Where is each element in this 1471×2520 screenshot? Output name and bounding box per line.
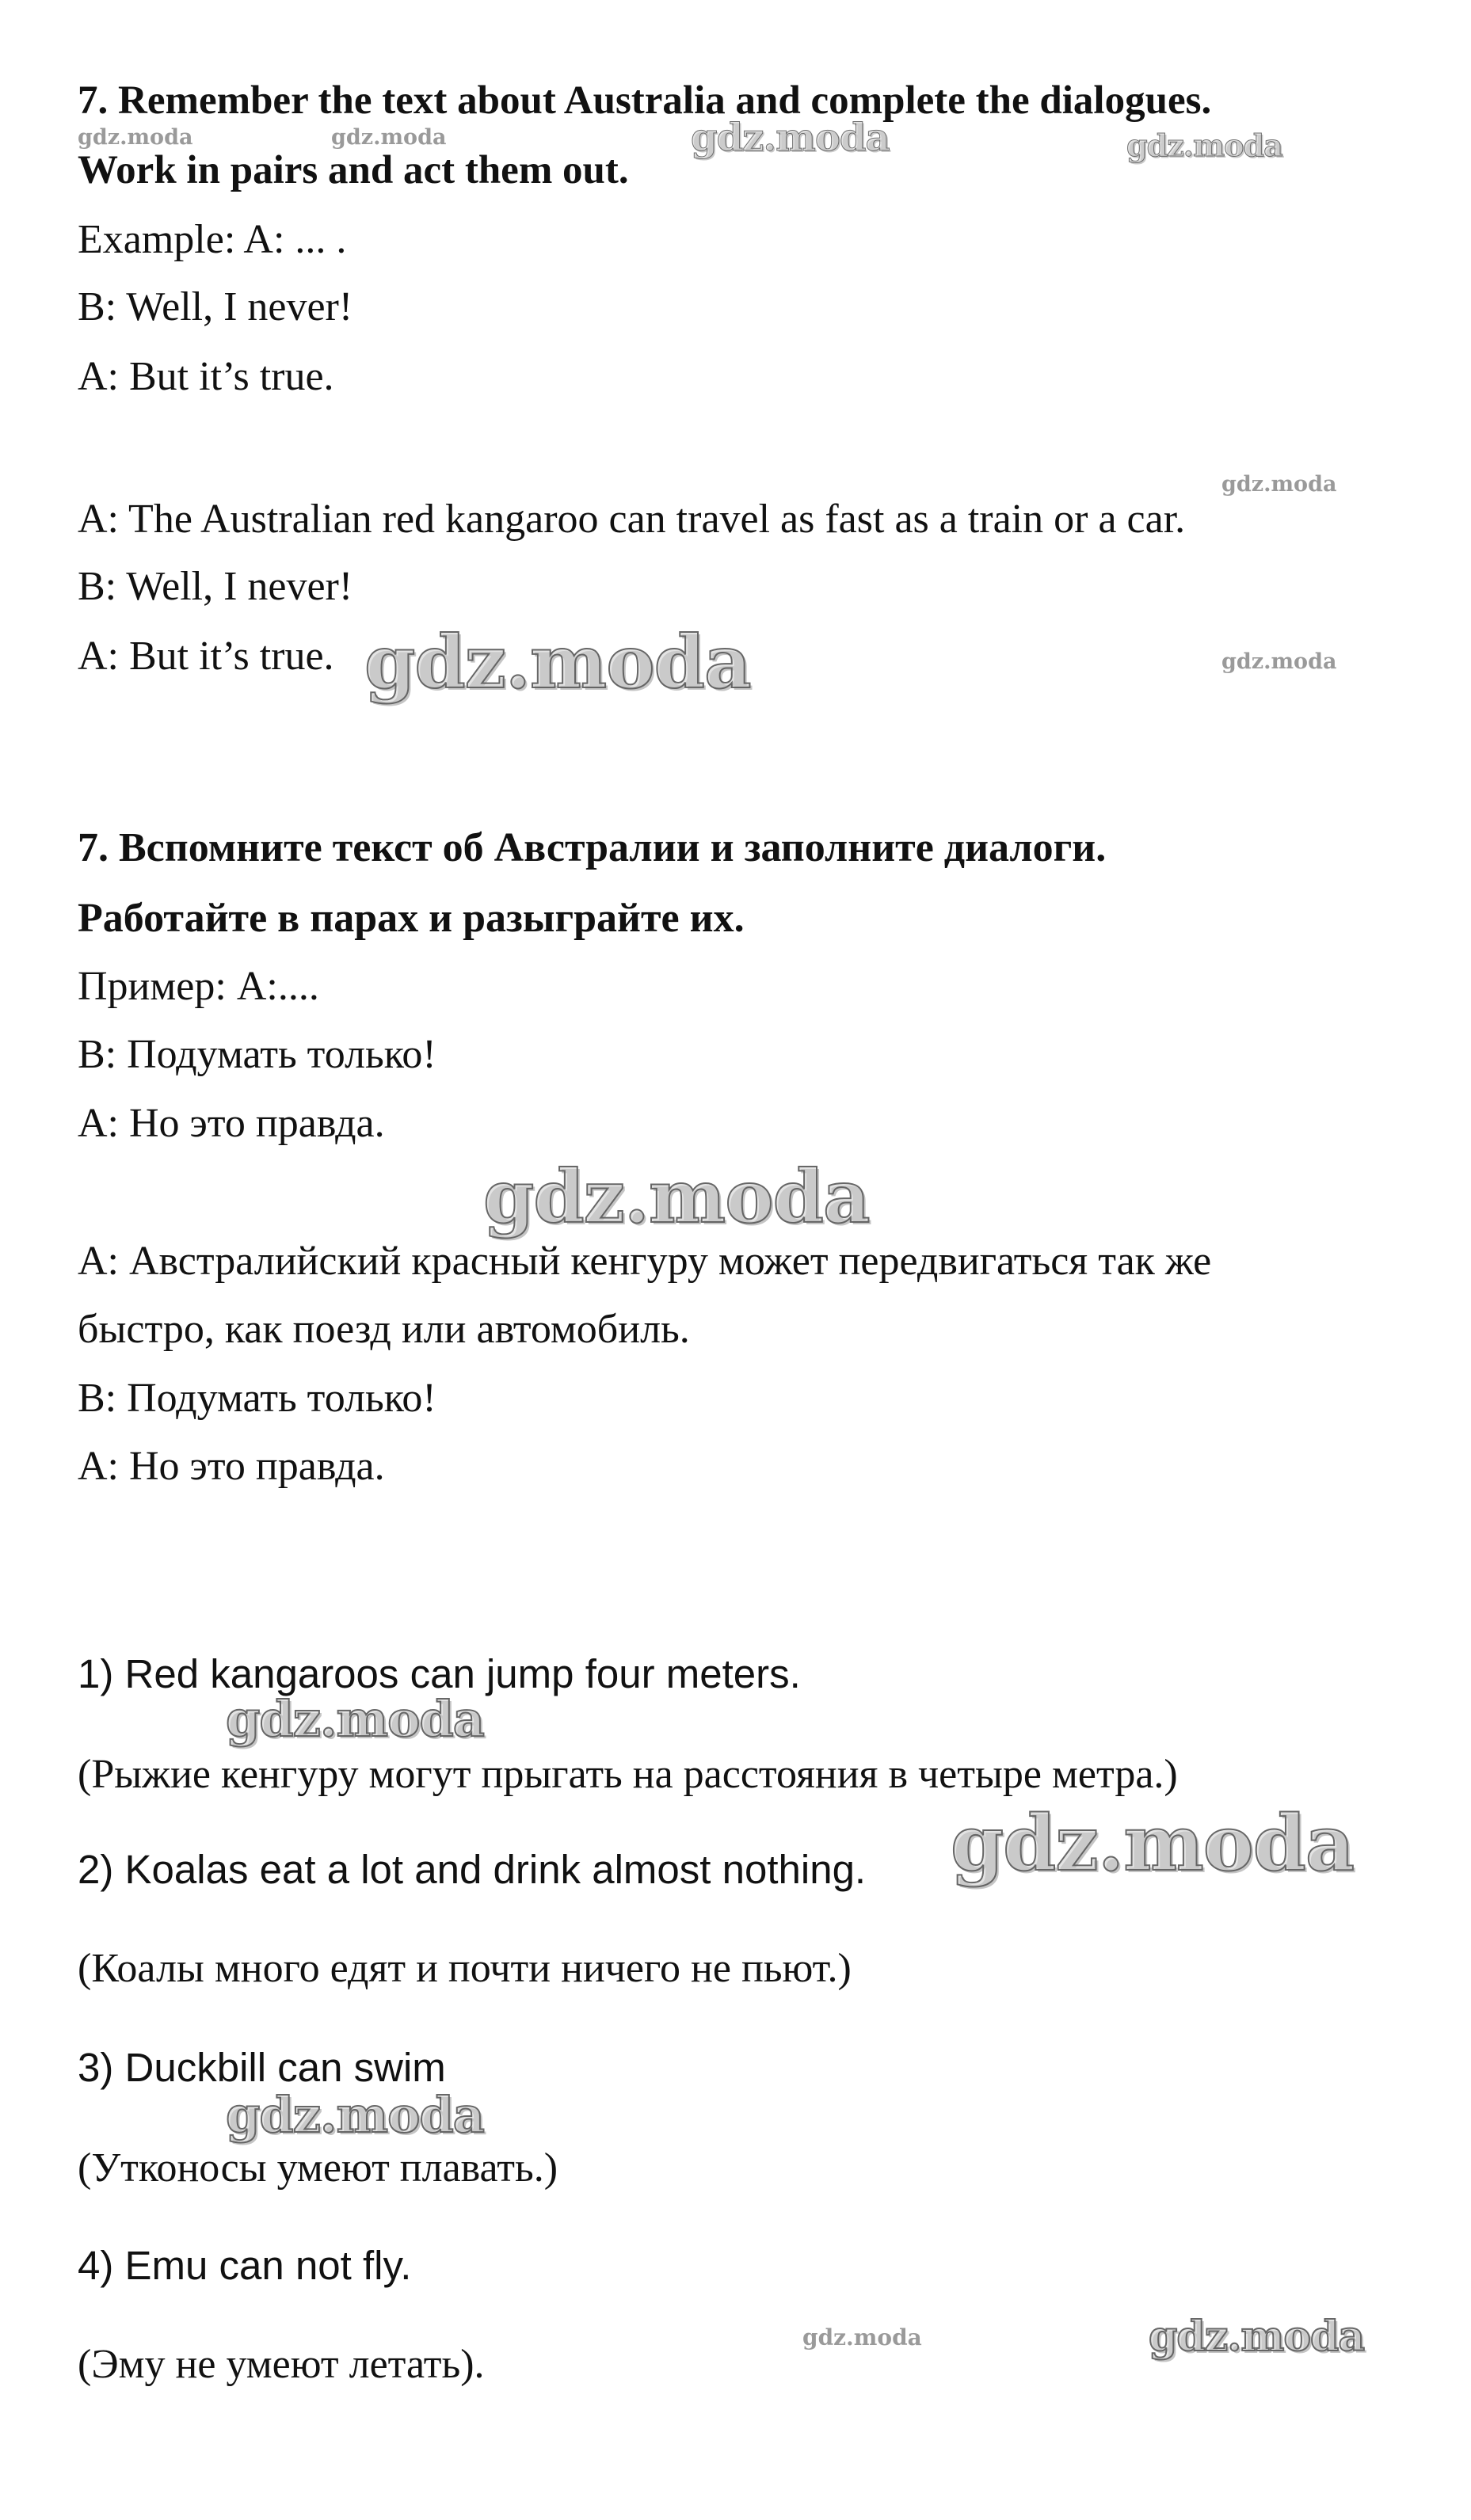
fact-ru: (Утконосы умеют плавать.): [78, 2145, 558, 2191]
dialogue-line-en: A: The Australian red kangaroo can travel as fast as a train or a car.: [78, 497, 1186, 542]
dialogue-line-ru: А: Австралийский красный кенгуру может передвигаться так же: [78, 1239, 1212, 1284]
dialogue-line-en: B: Well, I never!: [78, 564, 353, 609]
dialogue-line-ru: В: Подумать только!: [78, 1376, 436, 1421]
watermark: gdz.moda: [1221, 472, 1337, 497]
watermark: gdz.moda: [951, 1799, 1355, 1888]
watermark: gdz.moda: [226, 2086, 484, 2144]
watermark: gdz.moda: [1221, 649, 1337, 674]
watermark: gdz.moda: [1149, 2313, 1365, 2361]
watermark: gdz.moda: [483, 1154, 870, 1239]
fact-en: 2) Koalas eat a lot and drink almost nothing.: [78, 1847, 867, 1892]
task-title-ru-line1: 7. Вспомните текст об Австралии и заполните диалоги.: [78, 825, 1107, 870]
task-title-en-line2: Work in pairs and act them out.: [78, 148, 629, 192]
example-line-en: Example: A: ... .: [78, 217, 347, 262]
watermark: gdz.moda: [802, 2324, 922, 2351]
example-line-ru: Пример: А:....: [78, 964, 319, 1009]
fact-en: 1) Red kangaroos can jump four meters.: [78, 1651, 801, 1696]
example-line-en: B: Well, I never!: [78, 284, 353, 329]
example-line-en: A: But it’s true.: [78, 354, 334, 399]
dialogue-line-ru: А: Но это правда.: [78, 1444, 385, 1489]
watermark: gdz.moda: [331, 125, 447, 150]
watermark: gdz.moda: [1126, 128, 1282, 163]
task-title-en-line1: 7. Remember the text about Australia and complete the dialogues.: [78, 78, 1212, 123]
watermark: gdz.moda: [691, 116, 890, 160]
watermark: gdz.moda: [364, 619, 751, 705]
fact-ru: (Коалы много едят и почти ничего не пьют.): [78, 1946, 852, 1991]
watermark: gdz.moda: [78, 125, 193, 150]
task-title-ru-line2: Работайте в парах и разыграйте их.: [78, 896, 745, 941]
dialogue-line-en: A: But it’s true.: [78, 634, 334, 679]
dialogue-line-ru: быстро, как поезд или автомобиль.: [78, 1307, 690, 1352]
example-line-ru: А: Но это правда.: [78, 1101, 385, 1146]
fact-ru: (Рыжие кенгуру могут прыгать на расстояния в четыре метра.): [78, 1752, 1178, 1797]
fact-ru: (Эму не умеют летать).: [78, 2342, 485, 2387]
watermark: gdz.moda: [226, 1690, 484, 1748]
fact-en: 4) Emu can not fly.: [78, 2243, 412, 2288]
example-line-ru: В: Подумать только!: [78, 1032, 436, 1077]
fact-en: 3) Duckbill can swim: [78, 2045, 446, 2090]
